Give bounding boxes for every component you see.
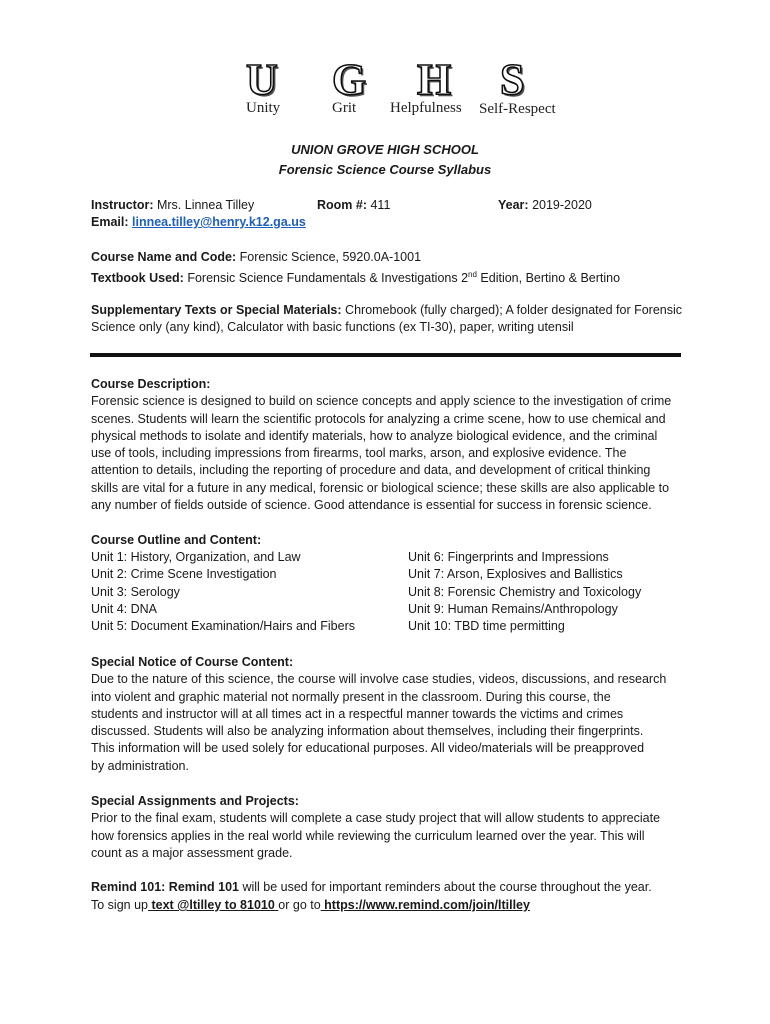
logo-word-helpfulness: Helpfulness [390, 100, 462, 116]
course-name-line [91, 249, 421, 266]
description-line: attention to details, including the reporting of procedure and data, and development of critical thinking [91, 463, 651, 478]
instructor-label: Instructor: [91, 198, 154, 212]
course-title: Forensic Science Course Syllabus [278, 162, 492, 177]
instructor-line [91, 197, 254, 214]
unit-item: Unit 7: Arson, Explosives and Ballistics [408, 567, 623, 582]
notice-line: Due to the nature of this science, the course will involve case studies, videos, discussions, and research [91, 672, 667, 687]
textbook-line [91, 266, 620, 287]
logo-word-self-respect: Self-Respect [479, 101, 556, 117]
special-assignments-heading: Special Assignments and Projects: [91, 794, 299, 808]
course-description [91, 376, 683, 514]
instructor-name: Mrs. Linnea Tilley [156, 198, 255, 212]
description-line: use of tools, including impressions from firearms, tool marks, arson, and explosive evidence. The [91, 446, 627, 461]
special-assignments [91, 793, 683, 862]
course-name-value: Forensic Science, 5920.0A-1001 [239, 250, 422, 264]
supplementary-line-1 [91, 302, 682, 319]
outline-left-column [91, 549, 355, 635]
course-name-label: Course Name and Code: [91, 250, 237, 264]
logo-letter-g: G [332, 55, 367, 104]
remind-url-link[interactable]: https://www.remind.com/join/ltilley [320, 898, 530, 912]
or-go-to-text: or go to [278, 898, 321, 912]
room-label: Room #: [317, 198, 367, 212]
unit-item: Unit 4: DNA [91, 601, 157, 616]
remind-text: will be used for important reminders about the course throughout the year. [238, 880, 652, 894]
email-line [91, 214, 306, 231]
unit-item: Unit 8: Forensic Chemistry and Toxicology [408, 584, 642, 599]
supplementary-line-2: Science only (any kind), Calculator with basic functions (ex TI-30), paper, writing utensil [91, 320, 574, 334]
supplementary-text-1: Chromebook (fully charged); A folder designated for Forensic [345, 303, 683, 317]
logo-letter-u: U [246, 55, 278, 104]
outline-right-column [408, 549, 641, 635]
course-outline-heading-text: Course Outline and Content: [91, 533, 262, 547]
logo-word-unity: Unity [246, 100, 281, 116]
room-number: 411 [370, 198, 391, 212]
assignments-line: how forensics applies in the real world while reviewing the curriculum learned over the year. This will [91, 828, 645, 843]
textbook-edition-suffix: nd [468, 270, 477, 279]
notice-line: This information will be used solely for educational purposes. All video/materials will be preapproved [91, 741, 645, 756]
logo-letter-s: S [500, 55, 525, 104]
email-label: Email: [91, 215, 129, 229]
logo-letter-h: H [417, 55, 452, 104]
signup-text: To sign up [91, 898, 148, 912]
assignments-line: count as a major assessment grade. [91, 845, 293, 860]
notice-line: by administration. [91, 758, 189, 773]
course-outline-heading [91, 532, 261, 549]
unit-item: Unit 5: Document Examination/Hairs and Fibers [91, 619, 356, 634]
textbook-authors: Edition, Bertino & Bertino [476, 271, 621, 286]
unit-item: Unit 6: Fingerprints and Impressions [408, 550, 609, 564]
year-label: Year: [498, 198, 529, 212]
school-name: UNION GROVE HIGH SCHOOL [291, 142, 479, 157]
assignments-line: Prior to the final exam, students will complete a case study project that will allow students to appreciate [91, 811, 661, 826]
special-notice [91, 654, 683, 775]
description-line: scenes. Students will learn the scientific protocols for analyzing a crime scene, how to use chemical and [91, 411, 666, 426]
unit-item: Unit 2: Crime Scene Investigation [91, 567, 277, 582]
course-description-heading: Course Description: [91, 377, 211, 391]
description-line: skills are vital for a future in any medical, forensic or biological science; these skills are also applicable to [91, 480, 670, 495]
room-line [317, 197, 390, 214]
logo-word-grit: Grit [332, 100, 357, 116]
remind-text-instructions[interactable]: text @ltilley to 81010 [147, 898, 279, 912]
unit-item: Unit 3: Serology [91, 584, 180, 599]
description-line: physical methods to isolate and identify materials, how to analyze biological evidence, and the criminal [91, 428, 658, 443]
unit-item: Unit 10: TBD time permitting [408, 619, 565, 634]
remind-label: Remind 101: Remind 101 [91, 880, 239, 894]
year-value: 2019-2020 [532, 198, 592, 212]
description-line: any number of fields outside of science. Good attendance is essential for success in forensic science. [91, 498, 652, 513]
year-line [498, 197, 592, 214]
description-line: Forensic science is designed to build on science concepts and apply science to the investigation of crime [91, 394, 672, 409]
supplementary-label: Supplementary Texts or Special Materials: [91, 303, 342, 317]
special-notice-heading: Special Notice of Course Content: [91, 655, 294, 669]
remind-line-2 [91, 897, 530, 914]
unit-item: Unit 1: History, Organization, and Law [91, 550, 301, 564]
notice-line: into violent and graphic material not normally present in the classroom. During this course, the [91, 689, 611, 704]
email-link[interactable]: linnea.tilley@henry.k12.ga.us [132, 215, 306, 229]
remind-line-1 [91, 879, 652, 896]
unit-item: Unit 9: Human Remains/Anthropology [408, 601, 618, 616]
notice-line: students and instructor will at all times act in a respectful manner towards the victims and crimes [91, 706, 624, 721]
textbook-title: Forensic Science Fundamentals & Investigations 2 [187, 271, 469, 286]
notice-line: discussed. Students will also be analyzing information about themselves, including their fingerprints. [91, 724, 644, 739]
section-divider [90, 353, 681, 357]
textbook-label: Textbook Used: [91, 271, 184, 286]
school-logo [232, 55, 562, 128]
